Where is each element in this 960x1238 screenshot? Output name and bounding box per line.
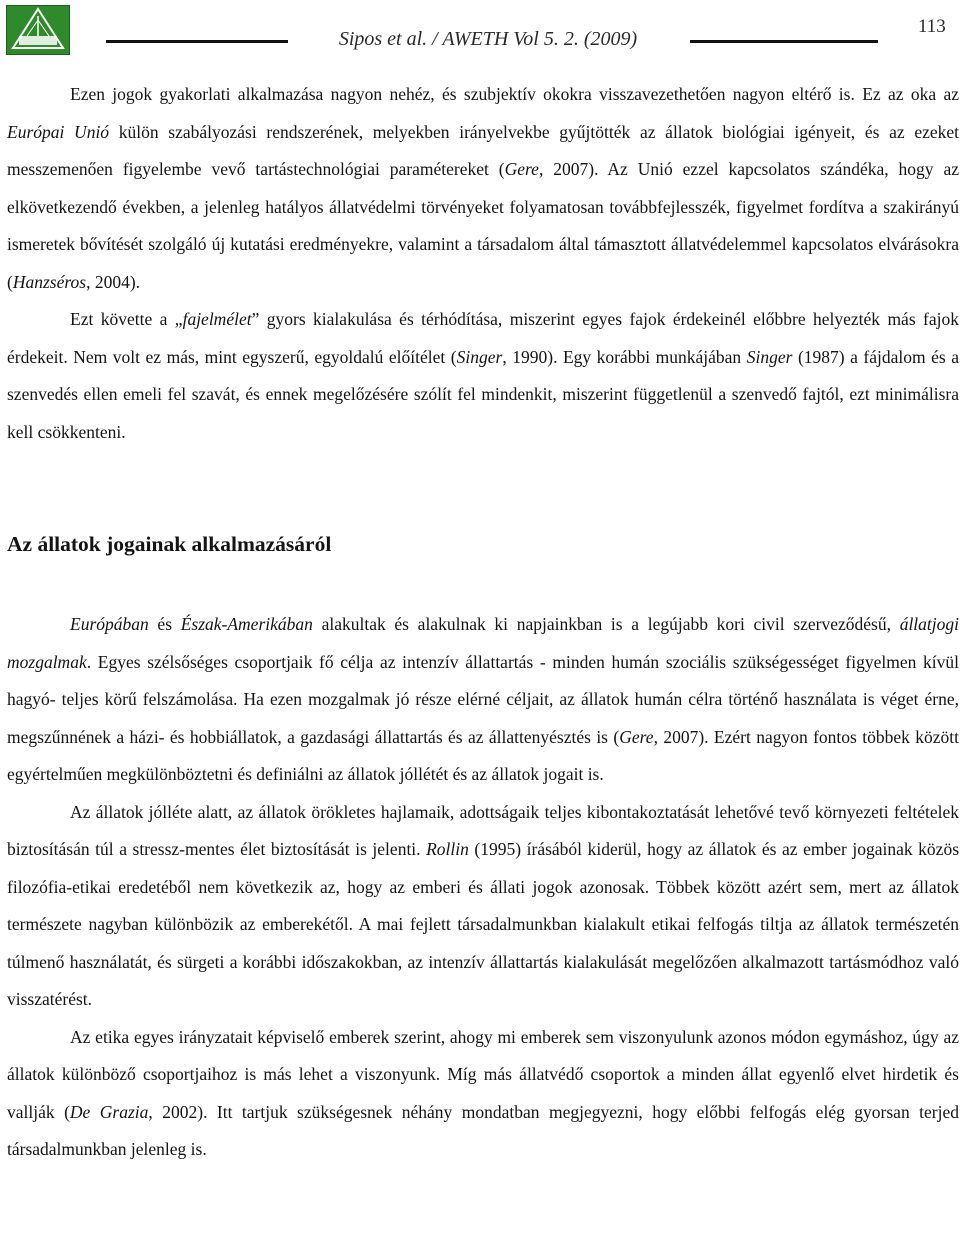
text-run: Az állatok jólléte alatt, az állatok örökletes hajlamaik, adottságaik teljes kibontakoztatását lehetővé tevő környezeti feltételek biztosításán túl a stressz-mentes élet biztosítását is jelenti.: [7, 801, 959, 859]
italic-text: Európában: [70, 614, 149, 634]
paragraph: [7, 301, 959, 451]
text-run: , 2007). Az Unió ezzel kapcsolatos szándéka, hogy az elkövetkezendő években, a jelenleg hatályos állatvédelmi törvényeket folyamatosan továbbfejlesszék, figyelmet fordítva a szakirányú ismeretek bővítését szolgáló új kutatási eredményekre, valamint a társadalom által támasztott állatvédelemmel kapcsolatos elvárásokra (: [7, 159, 959, 292]
text-run: . Egyes szélsőséges csoportjaik fő célja az intenzív állattartás - minden humán szociális szükségességet figyelmen kívül hagyó- teljes körű felszámolása. Ha ezen mozgalmak jó része elérné céljait, az állatok humán célra történő használata is véget érne, megszűnnének a házi- és hobbiállatok, a gazdasági állattartás és az állattenyésztés is (: [7, 651, 959, 747]
text-run: , 2004).: [86, 271, 141, 292]
text-run: külön szabályozási rendszerének, melyekben irányelvekbe gyűjtötték az állatok biológiai igényeit, és az ezeket messzemenően figyelembe vevő tartástechnológiai paramétereket (: [7, 121, 959, 179]
text-run: (1995) írásából kiderül, hogy az állatok és az ember jogainak közös filozófia-etikai eredetéből nem következik az, hogy az emberi és állati jogok azonosak. Többek között azért sem, mert az állatok természete nagyban különbözik az emberekétől. A mai fejlett társadalmunkban kialakult etikai felfogás tiltja az állatok természetén túlmenő használatát, és sürgeti a korábbi időszakokban, az intenzív állattartás kialakulását megelőzően alkalmazott tartásmódhoz való visszatérést.: [7, 839, 960, 1009]
text-run: , 2002). Itt tartjuk szükségesnek néhány mondatban megjegyezni, hogy előbbi felfogás elég gyorsan terjed társadalmunkban jelenleg is.: [7, 1101, 959, 1159]
italic-text: Singer: [746, 346, 793, 367]
running-header: Sipos et al. / AWETH Vol 5. 2. (2009): [338, 28, 638, 50]
text-run: és: [148, 614, 181, 634]
paragraph: [7, 606, 959, 794]
header-rule-right: [690, 40, 878, 43]
page-header: [0, 0, 960, 62]
header-rule-left: [106, 40, 288, 43]
italic-text: Európai Unió: [7, 121, 110, 142]
text-run: (1987) a fájdalom és a szenvedés ellen emeli fel szavát, és ennek megelőzésére szólít fel mindenkit, miszerint függetlenül a szenvedő fajtól, ezt minimálisra kell csökkenteni.: [7, 346, 960, 442]
italic-text: Hanzséros: [12, 271, 87, 292]
text-run: Ezen jogok gyakorlati alkalmazása nagyon nehéz, és szubjektív okokra visszavezethetően nagyon eltérő is. Ez az oka az: [70, 84, 959, 104]
italic-text: Gere: [619, 726, 654, 747]
text-run: , 2007). Ezért nagyon fontos többek között egyértelműen megkülönböztetni és definiálni az állatok jóllétét és az állatok jogait is.: [7, 726, 959, 784]
italic-text: Gere: [504, 159, 539, 179]
text-run: Ezt követte a „: [70, 309, 183, 329]
text-run: Az etika egyes irányzatait képviselő emberek szerint, ahogy mi emberek sem viszonyulunk azonos módon egymáshoz, úgy az állatok különböző csoportjaihoz is más lehet a viszonyunk. Míg más állatvédő csoportok a minden állat egyenlő elvet hirdetik és vallják (: [7, 1026, 959, 1122]
paragraph: [7, 1019, 959, 1169]
paragraph: [7, 76, 959, 301]
body-text-top: [7, 76, 959, 451]
body-text-bottom: [7, 606, 959, 1169]
text-run: ” gyors kialakulása és térhódítása, miszerint egyes fajok érdekeinél előbbre helyezték más fajok érdekeit. Nem volt ez más, mint egyszerű, egyoldalú előítélet (: [7, 309, 959, 367]
paragraph: [7, 794, 959, 1019]
italic-text: fajelmélet: [182, 309, 252, 329]
text-run: alakultak és alakulnak ki napjainkban is a legújabb kori civil szerveződésű,: [312, 614, 900, 634]
journal-logo-icon: [6, 5, 70, 55]
italic-text: Észak-Amerikában: [180, 614, 313, 634]
text-run: , 1990). Egy korábbi munkájában: [502, 346, 747, 367]
italic-text: De Grazia: [69, 1101, 149, 1122]
page-number: 113: [918, 16, 946, 37]
section-heading: Az állatok jogainak alkalmazásáról: [7, 532, 332, 556]
italic-text: Rollin: [426, 839, 469, 859]
italic-text: állatjogi mozgalmak: [7, 614, 959, 672]
italic-text: Singer: [456, 346, 503, 367]
